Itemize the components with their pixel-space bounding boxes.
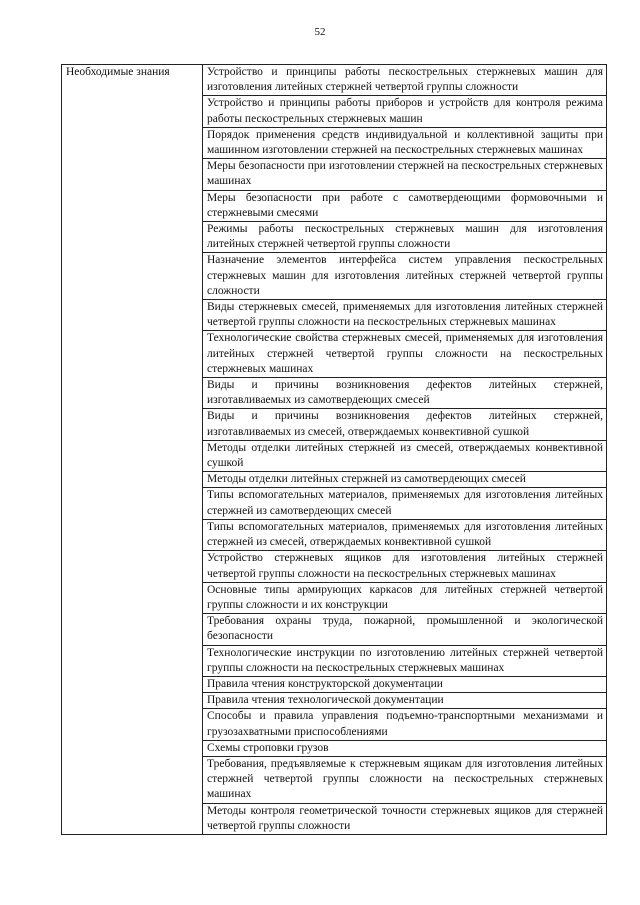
knowledge-item: Технологические свойства стержневых смесей, применяемых для изготовления литейных стержней четвертой группы сложности на пескострельных стержневых машинах	[203, 331, 607, 378]
table-row	[62, 65, 607, 96]
section-label: Необходимые знания	[62, 65, 203, 835]
knowledge-item: Меры безопасности при работе с самотвердеющими формовочными и стержневыми смесями	[203, 190, 607, 221]
knowledge-item: Виды и причины возникновения дефектов литейных стержней, изготавливаемых из смесей, отверждаемых конвективной сушкой	[203, 409, 607, 440]
knowledge-item: Основные типы армирующих каркасов для литейных стержней четвертой группы сложности и их конструкции	[203, 582, 607, 613]
knowledge-item: Виды и причины возникновения дефектов литейных стержней, изготавливаемых из самотвердеющих смесей	[203, 378, 607, 409]
page-number: 52	[314, 26, 326, 38]
knowledge-item: Виды стержневых смесей, применяемых для изготовления литейных стержней четвертой группы сложности на пескострельных стержневых машинах	[203, 300, 607, 331]
requirements-table	[61, 64, 607, 835]
knowledge-item: Методы отделки литейных стержней из самотвердеющих смесей	[203, 472, 607, 488]
knowledge-item: Схемы строповки грузов	[203, 740, 607, 756]
knowledge-item: Технологические инструкции по изготовлению литейных стержней четвертой группы сложности на пескострельных стержневых машинах	[203, 645, 607, 676]
knowledge-item: Способы и правила управления подъемно-транспортными механизмами и грузозахватными приспособлениями	[203, 709, 607, 740]
knowledge-item: Устройство и принципы работы пескострельных стержневых машин для изготовления литейных стержней четвертой группы сложности	[203, 65, 607, 96]
knowledge-item: Методы отделки литейных стержней из смесей, отверждаемых конвективной сушкой	[203, 440, 607, 471]
knowledge-item: Режимы работы пескострельных стержневых машин для изготовления литейных стержней четвертой группы сложности	[203, 222, 607, 253]
knowledge-item: Требования, предъявляемые к стержневым ящикам для изготовления литейных стержней четвертой группы сложности на пескострельных стержневых машинах	[203, 756, 607, 803]
knowledge-item: Типы вспомогательных материалов, применяемых для изготовления литейных стержней из самотвердеющих смесей	[203, 488, 607, 519]
knowledge-item: Методы контроля геометрической точности стержневых ящиков для стержней четвертой группы сложности	[203, 803, 607, 834]
knowledge-item: Типы вспомогательных материалов, применяемых для изготовления литейных стержней из смесей, отверждаемых конвективной сушкой	[203, 519, 607, 550]
knowledge-item: Устройство и принципы работы приборов и устройств для контроля режима работы пескострельных стержневых машин	[203, 96, 607, 127]
knowledge-item: Требования охраны труда, пожарной, промышленной и экологической безопасности	[203, 614, 607, 645]
knowledge-item: Назначение элементов интерфейса систем управления пескострельных стержневых машин для изготовления литейных стержней четвертой группы сложности	[203, 253, 607, 300]
knowledge-item: Правила чтения конструкторской документации	[203, 676, 607, 692]
knowledge-item: Порядок применения средств индивидуальной и коллективной защиты при машинном изготовлении стержней на пескострельных стержневых машинах	[203, 127, 607, 158]
knowledge-item: Устройство стержневых ящиков для изготовления литейных стержней четвертой группы сложности на пескострельных стержневых машинах	[203, 551, 607, 582]
knowledge-item: Меры безопасности при изготовлении стержней на пескострельных стержневых машинах	[203, 159, 607, 190]
knowledge-item: Правила чтения технологической документации	[203, 693, 607, 709]
